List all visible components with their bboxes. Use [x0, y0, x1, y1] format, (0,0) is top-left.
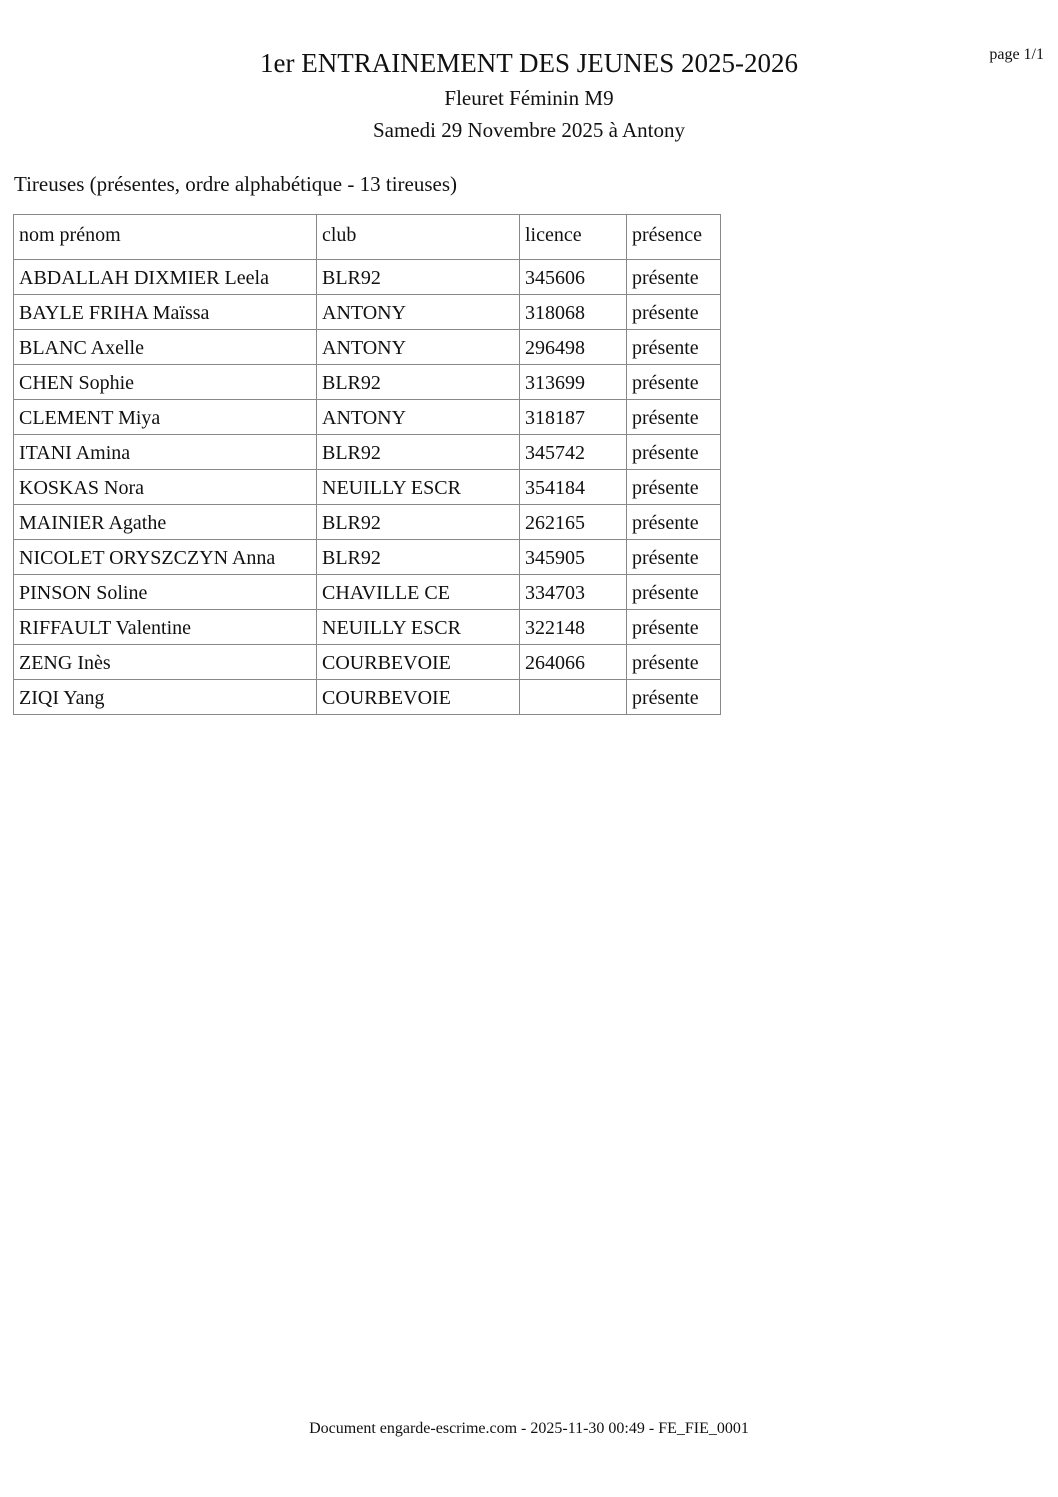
- document-title: 1er ENTRAINEMENT DES JEUNES 2025-2026: [260, 48, 798, 78]
- table-row: [14, 610, 721, 645]
- cell-name: ABDALLAH DIXMIER Leela: [14, 260, 317, 295]
- cell-club: BLR92: [317, 260, 520, 295]
- cell-club: BLR92: [317, 540, 520, 575]
- cell-name: RIFFAULT Valentine: [14, 610, 317, 645]
- cell-club: NEUILLY ESCR: [317, 470, 520, 505]
- page-number: page 1/1: [989, 46, 1044, 63]
- cell-name: ITANI Amina: [14, 435, 317, 470]
- cell-club: COURBEVOIE: [317, 680, 520, 715]
- column-header-presence: présence: [627, 215, 721, 260]
- cell-presence: présente: [627, 505, 721, 540]
- table-row: [14, 505, 721, 540]
- cell-club: CHAVILLE CE: [317, 575, 520, 610]
- table-row: [14, 680, 721, 715]
- cell-presence: présente: [627, 540, 721, 575]
- cell-licence: 345606: [520, 260, 627, 295]
- cell-name: PINSON Soline: [14, 575, 317, 610]
- cell-licence: 334703: [520, 575, 627, 610]
- cell-club: ANTONY: [317, 330, 520, 365]
- cell-name: CHEN Sophie: [14, 365, 317, 400]
- table-row: [14, 645, 721, 680]
- cell-name: ZIQI Yang: [14, 680, 317, 715]
- document-header: [0, 44, 1058, 146]
- cell-club: BLR92: [317, 505, 520, 540]
- cell-presence: présente: [627, 400, 721, 435]
- cell-name: CLEMENT Miya: [14, 400, 317, 435]
- cell-club: NEUILLY ESCR: [317, 610, 520, 645]
- table-row: [14, 400, 721, 435]
- cell-presence: présente: [627, 575, 721, 610]
- fencers-table: [13, 214, 721, 715]
- competition-name: Fleuret Féminin M9: [444, 86, 614, 110]
- cell-presence: présente: [627, 295, 721, 330]
- table-row: [14, 365, 721, 400]
- cell-licence: 318068: [520, 295, 627, 330]
- column-header-club: club: [317, 215, 520, 260]
- cell-club: ANTONY: [317, 295, 520, 330]
- cell-name: KOSKAS Nora: [14, 470, 317, 505]
- column-header-licence: licence: [520, 215, 627, 260]
- cell-licence: 354184: [520, 470, 627, 505]
- cell-presence: présente: [627, 330, 721, 365]
- cell-licence: 313699: [520, 365, 627, 400]
- table-row: [14, 470, 721, 505]
- event-date-location: Samedi 29 Novembre 2025 à Antony: [372, 118, 686, 142]
- cell-presence: présente: [627, 435, 721, 470]
- column-header-name: nom prénom: [14, 215, 317, 260]
- cell-club: ANTONY: [317, 400, 520, 435]
- cell-presence: présente: [627, 260, 721, 295]
- table-row: [14, 435, 721, 470]
- cell-name: ZENG Inès: [14, 645, 317, 680]
- table-row: [14, 575, 721, 610]
- cell-licence: 296498: [520, 330, 627, 365]
- cell-presence: présente: [627, 680, 721, 715]
- document-footer: Document engarde-escrime.com - 2025-11-30 00:49 - FE_FIE_0001: [309, 1420, 749, 1437]
- table-row: [14, 295, 721, 330]
- cell-name: NICOLET ORYSZCZYN Anna: [14, 540, 317, 575]
- table-row: [14, 540, 721, 575]
- cell-licence: [520, 680, 627, 715]
- cell-presence: présente: [627, 645, 721, 680]
- table-body: [14, 260, 721, 715]
- cell-club: COURBEVOIE: [317, 645, 520, 680]
- table-row: [14, 330, 721, 365]
- cell-licence: 345742: [520, 435, 627, 470]
- cell-club: BLR92: [317, 365, 520, 400]
- cell-presence: présente: [627, 365, 721, 400]
- cell-licence: 264066: [520, 645, 627, 680]
- cell-name: BAYLE FRIHA Maïssa: [14, 295, 317, 330]
- cell-name: BLANC Axelle: [14, 330, 317, 365]
- cell-presence: présente: [627, 470, 721, 505]
- cell-licence: 345905: [520, 540, 627, 575]
- cell-presence: présente: [627, 610, 721, 645]
- cell-licence: 322148: [520, 610, 627, 645]
- table-row: [14, 260, 721, 295]
- cell-club: BLR92: [317, 435, 520, 470]
- cell-licence: 262165: [520, 505, 627, 540]
- table-header-row: [14, 215, 721, 260]
- section-heading: Tireuses (présentes, ordre alphabétique - 13 tireuses): [14, 172, 458, 196]
- cell-name: MAINIER Agathe: [14, 505, 317, 540]
- cell-licence: 318187: [520, 400, 627, 435]
